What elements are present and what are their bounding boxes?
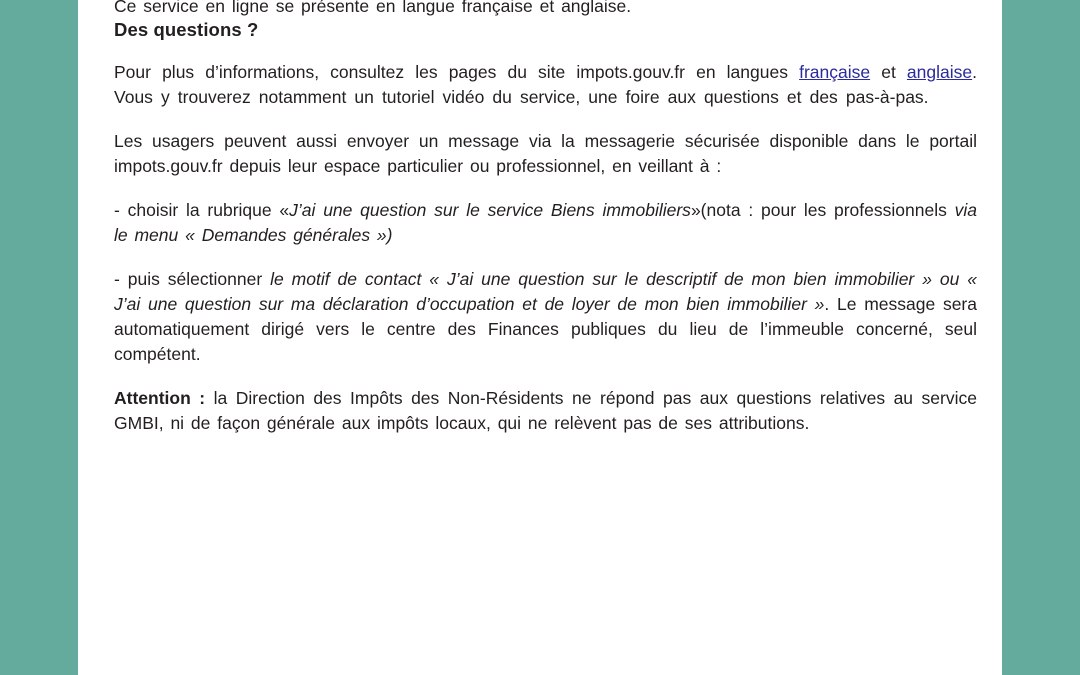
attention-label: Attention : (114, 388, 206, 408)
bullet-item-motif (114, 267, 977, 367)
lead-paragraph: Ce service en ligne se présente en langue française et anglaise. (114, 0, 632, 16)
document-page (78, 0, 1002, 675)
document-content (78, 0, 1002, 436)
attention-text: la Direction des Impôts des Non-Résidents ne répond pas aux questions relatives au service GMBI, ni de façon générale aux impôts locaux, qui ne relèvent pas de ses attributions. (114, 388, 977, 433)
bullet-one-suffix: »(nota : pour les professionnels (690, 200, 955, 220)
bullet-item-rubrique (114, 198, 977, 248)
bullet-two-italic: le motif de contact « J’ai une question sur le descriptif de mon bien immobilier » ou « J’ai une question sur ma déclaration d’occupation et de loyer de mon bien immobilier » (114, 269, 977, 314)
bullet-two-suffix: . Le message sera automatiquement dirigé vers le centre des Finances publiques du lieu de l’immeuble concerné, seul compétent. (114, 294, 977, 364)
bullet-one-italic-main: J’ai une question sur le service Biens immobiliers (289, 200, 691, 220)
paragraph-messagerie: Les usagers peuvent aussi envoyer un message via la messagerie sécurisée disponible dans le portail impots.gouv.fr depuis leur espace particulier ou professionnel, en veillant à : (114, 131, 977, 176)
info-text-part1: Pour plus d’informations, consultez les pages du site impots.gouv.fr en langues (114, 62, 800, 82)
link-anglaise[interactable]: anglaise (906, 62, 973, 82)
link-francaise[interactable]: française (799, 62, 871, 82)
bullet-one-prefix: - choisir la rubrique « (114, 200, 290, 220)
info-text-between: et (870, 62, 907, 82)
bullet-one-italic-tail: via le menu « Demandes générales ») (114, 200, 977, 245)
section-title: Des questions ? (114, 19, 259, 40)
bullet-two-prefix: - puis sélectionner (114, 269, 271, 289)
paragraph-attention (114, 386, 977, 436)
info-text-part2: . Vous y trouverez notamment un tutoriel vidéo du service, une foire aux questions et des pas-à-pas. (114, 62, 977, 107)
paragraph-more-info (114, 60, 977, 110)
